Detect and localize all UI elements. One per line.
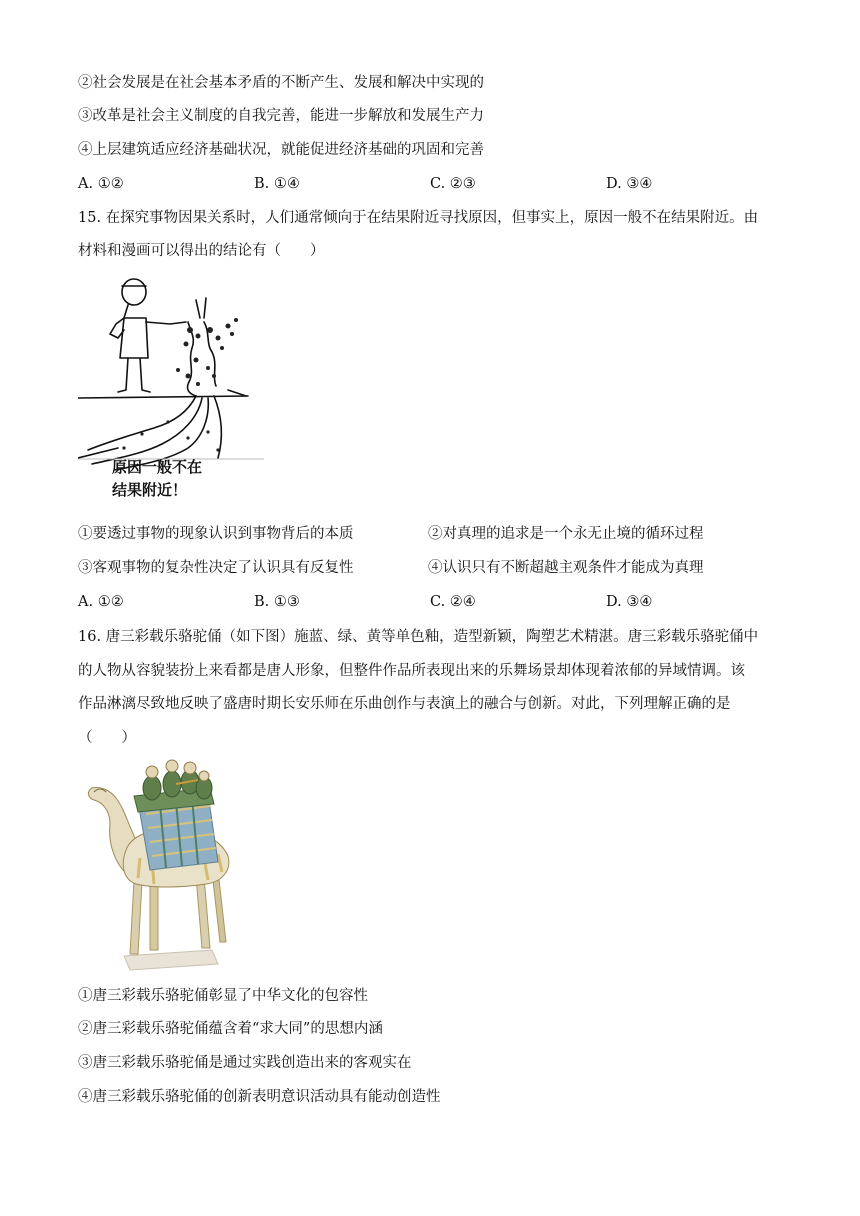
- q16-statement-1: ①唐三彩载乐骆驼俑彰显了中华文化的包容性: [78, 988, 368, 1004]
- q16-stem-line-3: 作品淋漓尽致地反映了盛唐时期长安乐师在乐曲创作与表演上的融合与创新。对此，下列理解正确的是: [78, 696, 731, 712]
- q15-statement-1: ①要透过事物的现象认识到事物背后的本质: [78, 526, 354, 542]
- q15-statement-2: ②对真理的追求是一个永无止境的循环过程: [428, 526, 704, 542]
- cartoon-caption-line-2: 结果附近！: [112, 481, 188, 499]
- camel-image: [80, 758, 240, 972]
- q15-option-a: A. ①②: [78, 594, 124, 610]
- q14-statement-3: ③改革是社会主义制度的自我完善，能进一步解放和发展生产力: [78, 108, 484, 124]
- q15-option-d: D. ③④: [606, 594, 653, 610]
- cartoon-caption-line-1: 原因一般不在: [112, 458, 203, 476]
- q16-stem-line-2: 的人物从容貌装扮上来看都是唐人形象，但整件作品所表现出来的乐舞场景却体现着浓郁的异域情调。该: [78, 663, 745, 679]
- q14-option-a: A. ①②: [78, 176, 124, 192]
- q14-statement-2: ②社会发展是在社会基本矛盾的不断产生、发展和解决中实现的: [78, 75, 484, 91]
- q14-option-b: B. ①④: [254, 176, 300, 192]
- q16-stem-line-4: （ ）: [78, 730, 136, 746]
- q15-statement-4: ④认识只有不断超越主观条件才能成为真理: [428, 560, 704, 576]
- q15-option-c: C. ②④: [430, 594, 476, 610]
- q15-statement-3: ③客观事物的复杂性决定了认识具有反复性: [78, 560, 354, 576]
- q14-statement-4: ④上层建筑适应经济基础状况，就能促进经济基础的巩固和完善: [78, 142, 484, 158]
- q15-stem-line-2: 材料和漫画可以得出的结论有（ ）: [78, 243, 325, 259]
- cause-effect-cartoon: [78, 272, 264, 504]
- q14-option-c: C. ②③: [430, 176, 476, 192]
- q16-stem-line-1: 16. 唐三彩载乐骆驼俑（如下图）施蓝、绿、黄等单色釉，造型新颖，陶塑艺术精湛。唐三彩载乐骆驼俑中: [78, 629, 759, 645]
- q16-statement-2: ②唐三彩载乐骆驼俑蕴含着“求大同”的思想内涵: [78, 1021, 383, 1037]
- q14-option-d: D. ③④: [606, 176, 653, 192]
- q15-stem-line-1: 15. 在探究事物因果关系时，人们通常倾向于在结果附近寻找原因，但事实上，原因一般不在结果附近。由: [78, 210, 759, 226]
- q16-statement-4: ④唐三彩载乐骆驼俑的创新表明意识活动具有能动创造性: [78, 1089, 441, 1105]
- tang-sancai-camel-figure: [80, 758, 240, 972]
- q16-statement-3: ③唐三彩载乐骆驼俑是通过实践创造出来的客观实在: [78, 1055, 412, 1071]
- q15-option-b: B. ①③: [254, 594, 300, 610]
